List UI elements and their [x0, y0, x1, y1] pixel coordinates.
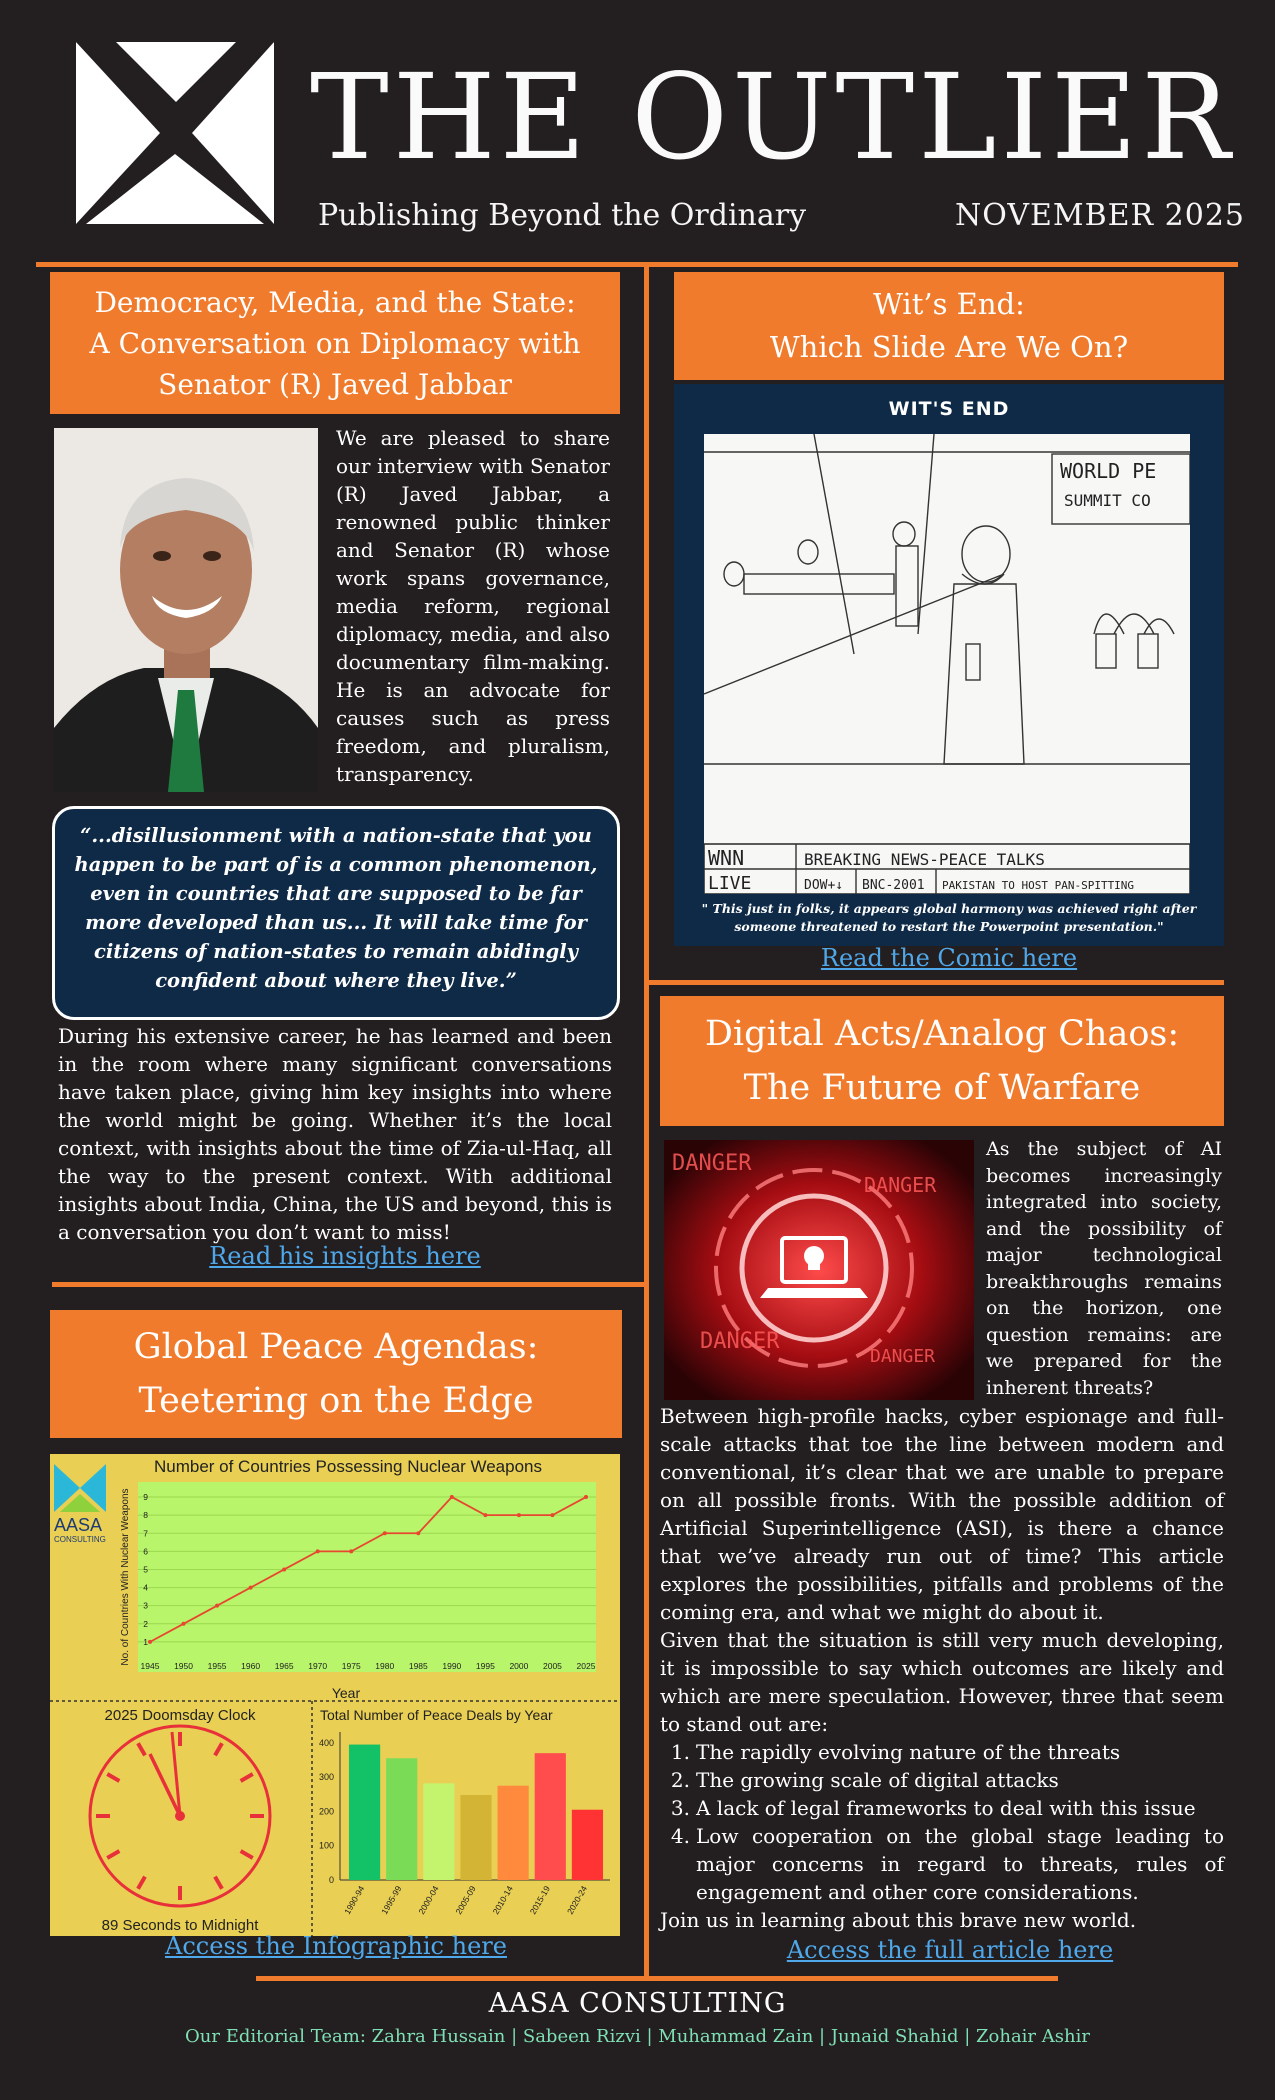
bar-chart-bar	[460, 1795, 491, 1880]
line-chart-point	[215, 1604, 219, 1608]
footer-rule	[256, 1976, 1058, 1981]
comic-ticker-headline: BREAKING NEWS-PEACE TALKS	[804, 850, 1045, 869]
line-chart-point	[450, 1495, 454, 1499]
comic-panel-header: WIT'S END	[888, 398, 1010, 420]
infographic-header	[50, 1310, 622, 1438]
line-chart-point	[383, 1531, 387, 1535]
bar-chart-category-label: 2000-04	[416, 1884, 441, 1917]
line-chart-xtick: 1950	[174, 1661, 193, 1671]
bar-chart-category-label: 2020-24	[564, 1884, 590, 1917]
warfare-para2: Given that the situation is still very much developing, it is impossible to say which outcomes are likely and which are mere speculation. However, three that seem to stand out are:	[660, 1628, 1224, 1736]
danger-label-4: DANGER	[870, 1346, 936, 1367]
interview-title-line1: Democracy, Media, and the State:	[94, 285, 576, 319]
comic-ticker-live: LIVE	[708, 873, 752, 894]
warfare-closing: Join us in learning about this brave new world.	[660, 1908, 1137, 1932]
clock-caption: 89 Seconds to Midnight	[101, 1917, 259, 1934]
senator-portrait	[54, 428, 318, 792]
line-chart-ytick: 9	[143, 1492, 148, 1503]
bar-chart-ytick: 0	[328, 1875, 334, 1885]
bar-chart-bar	[423, 1783, 454, 1880]
comic-title-line1: Wit’s End:	[873, 287, 1025, 321]
bar-chart-category-label: 1990-94	[342, 1884, 367, 1917]
line-chart-ytick: 7	[143, 1528, 148, 1539]
aasa-logo-text: AASA	[54, 1515, 103, 1535]
danger-label-2: DANGER	[864, 1173, 937, 1197]
bar-chart-bar	[386, 1758, 417, 1880]
line-chart-xtick: 2005	[543, 1661, 562, 1671]
danger-image	[664, 1140, 974, 1400]
line-chart-ytick: 6	[143, 1546, 148, 1557]
line-chart-xlabel: Year	[331, 1685, 361, 1701]
line-chart-title: Number of Countries Possessing Nuclear Weapons	[153, 1457, 543, 1476]
bar-chart-ytick: 100	[318, 1840, 334, 1851]
footer-org: AASA CONSULTING	[488, 1988, 787, 2019]
line-chart-ytick: 4	[143, 1582, 148, 1593]
infographic-title-line1: Global Peace Agendas:	[133, 1327, 539, 1367]
bar-chart-bar	[498, 1786, 529, 1880]
interview-body: During his extensive career, he has learned and been in the room where many significant conversations have taken place, giving him key insights into where the world might be going. Whether it’s the local context, with insights about the time of Zia-ul-Haq, all the way to the present context. With additional insights about India, China, the US and beyond, this is a conversation you don’t want to miss!	[58, 1024, 613, 1244]
warfare-article	[660, 1402, 1224, 1934]
right-section-rule	[646, 980, 1224, 985]
infographic-title-line2: Teetering on the Edge	[138, 1381, 534, 1421]
line-chart-xtick: 1955	[207, 1661, 227, 1671]
footer-editorial-team: Our Editorial Team: Zahra Hussain | Sabeen Rizvi | Muhammad Zain | Junaid Shahid | Zohair Ashir	[185, 2026, 1090, 2047]
comic-sign-line2: SUMMIT CO	[1064, 491, 1151, 510]
line-chart-ytick: 2	[143, 1618, 148, 1629]
danger-label-1: DANGER	[672, 1151, 752, 1176]
line-chart-xtick: 1985	[408, 1661, 428, 1671]
line-chart-ytick: 3	[143, 1600, 148, 1611]
bar-chart-category-label: 2005-09	[453, 1884, 478, 1917]
interview-header	[50, 272, 620, 414]
line-chart-xtick: 1945	[140, 1661, 160, 1671]
masthead-tagline: Publishing Beyond the Ordinary	[318, 198, 807, 233]
interview-quote: “...disillusionment with a nation-state that you happen to be part of is a common phenomenon, even in countries that are supposed to be far more developed than us... It will take time for citizens of nation-states to remain abidingly confident about where they live.”	[52, 806, 620, 1020]
bar-chart-ytick: 400	[318, 1737, 334, 1748]
line-chart-point	[282, 1567, 286, 1571]
bar-chart-category-label: 2015-19	[527, 1884, 553, 1917]
line-chart-ytick: 8	[143, 1510, 148, 1521]
warfare-para1: Between high-profile hacks, cyber espionage and full-scale attacks that toe the line between modern and conventional, it’s clear that we are unable to prepare on all possible fronts. With the possible addition of Artificial Superintelligence (ASI), is there a chance that we’ve already run out of time? This article explores the possibilities, pitfalls and problems of the coming era, and what we might do about it.	[660, 1404, 1224, 1624]
comic-ticker-bnc: BNC-2001	[862, 878, 925, 893]
bar-chart-bar	[349, 1745, 380, 1880]
comic-ticker-dow: DOW+↓	[804, 878, 844, 893]
clock-title: 2025 Doomsday Clock	[104, 1707, 256, 1724]
column-divider	[644, 266, 649, 1978]
line-chart-xtick: 2000	[509, 1661, 529, 1671]
line-chart-point	[249, 1586, 253, 1590]
masthead-logo	[76, 42, 274, 224]
line-chart-point	[550, 1513, 554, 1517]
bar-chart-bar	[535, 1753, 566, 1880]
line-chart-xtick: 1975	[341, 1661, 361, 1671]
list-item: 2. The growing scale of digital attacks	[670, 1768, 1059, 1792]
line-chart-xtick: 1970	[308, 1661, 328, 1671]
comic-ticker-channel: WNN	[708, 846, 745, 870]
infographic-panel	[50, 1454, 620, 1936]
comic-caption: " This just in folks, it appears global harmony was achieved right after someone threatened to restart the Powerpoint presentation."	[701, 901, 1197, 934]
danger-label-3: DANGER	[700, 1329, 780, 1354]
comic-ticker-story: PAKISTAN TO HOST PAN-SPITTING	[942, 879, 1135, 892]
interview-title-line2: A Conversation on Diplomacy with	[89, 326, 581, 360]
bar-chart-ytick: 300	[318, 1772, 334, 1783]
issue-date: NOVEMBER 2025	[955, 198, 1246, 233]
bar-chart-category-label: 2010-14	[490, 1884, 515, 1917]
line-chart-point	[182, 1622, 186, 1626]
line-chart-xtick: 1965	[274, 1661, 294, 1671]
line-chart-xtick: 1960	[241, 1661, 261, 1671]
list-item: 3. A lack of legal frameworks to deal with this issue	[670, 1796, 1196, 1820]
interview-intro: We are pleased to share our interview with Senator (R) Javed Jabbar, a renowned public thinker and Senator (R) whose work spans governance, media reform, regional diplomacy, media, and also documentary film-making. He is an advocate for causes such as press freedom, and pluralism, transparency.	[336, 426, 610, 786]
line-chart-xtick: 1990	[442, 1661, 462, 1671]
comic-link[interactable]: Read the Comic here	[820, 944, 1078, 972]
bar-chart-ytick: 200	[318, 1806, 334, 1817]
warfare-title-line2: The Future of Warfare	[743, 1068, 1141, 1108]
line-chart-point	[316, 1549, 320, 1553]
comic-panel	[674, 384, 1224, 946]
interview-link[interactable]: Read his insights here	[209, 1242, 481, 1270]
bar-chart-category-label: 1995-99	[379, 1884, 404, 1917]
line-chart-point	[148, 1640, 152, 1644]
left-section-rule	[52, 1282, 646, 1287]
line-chart-point	[416, 1531, 420, 1535]
bar-chart-bar	[572, 1810, 603, 1880]
line-chart-ytick: 5	[143, 1564, 148, 1575]
infographic-link[interactable]: Access the Infographic here	[165, 1932, 507, 1960]
aasa-logo-sub: CONSULTING	[54, 1535, 106, 1544]
line-chart-ytick: 1	[143, 1636, 148, 1647]
bar-chart-title: Total Number of Peace Deals by Year	[320, 1707, 553, 1723]
list-item: 1. The rapidly evolving nature of the threats	[670, 1740, 1121, 1764]
line-chart-xtick: 2025	[576, 1661, 596, 1671]
line-chart-ylabel: No. of Countries With Nuclear Weapons	[120, 1488, 131, 1666]
comic-sign-line1: WORLD PE	[1060, 459, 1157, 483]
line-chart-xtick: 1980	[375, 1661, 395, 1671]
line-chart-point	[517, 1513, 521, 1517]
line-chart-point	[584, 1495, 588, 1499]
warfare-title-line1: Digital Acts/Analog Chaos:	[704, 1014, 1180, 1054]
warfare-link[interactable]: Access the full article here	[786, 1936, 1114, 1964]
line-chart-point	[483, 1513, 487, 1517]
comic-title-line2: Which Slide Are We On?	[769, 330, 1129, 364]
line-chart-xtick: 1995	[475, 1661, 495, 1671]
masthead-rule	[36, 262, 1238, 267]
warfare-header	[660, 996, 1224, 1126]
line-chart-plot-area	[138, 1482, 596, 1672]
line-chart-point	[349, 1549, 353, 1553]
interview-title-line3: Senator (R) Javed Jabbar	[158, 367, 512, 401]
list-item: 4. Low cooperation on the global stage leading to major concerns in regard to threats, rules of engagement and other core considerations.	[670, 1824, 1224, 1904]
warfare-threat-list	[660, 1738, 1224, 1906]
warfare-intro: As the subject of AI becomes increasingly integrated into society, and the possibility of major technological breakthroughs remains on the horizon, one question remains: are we prepared for the inherent threats?	[986, 1138, 1222, 1399]
clock-center	[175, 1811, 185, 1821]
comic-header	[674, 272, 1224, 380]
masthead-title: THE OUTLIER	[310, 48, 1235, 186]
comic-illustration	[704, 434, 1190, 894]
